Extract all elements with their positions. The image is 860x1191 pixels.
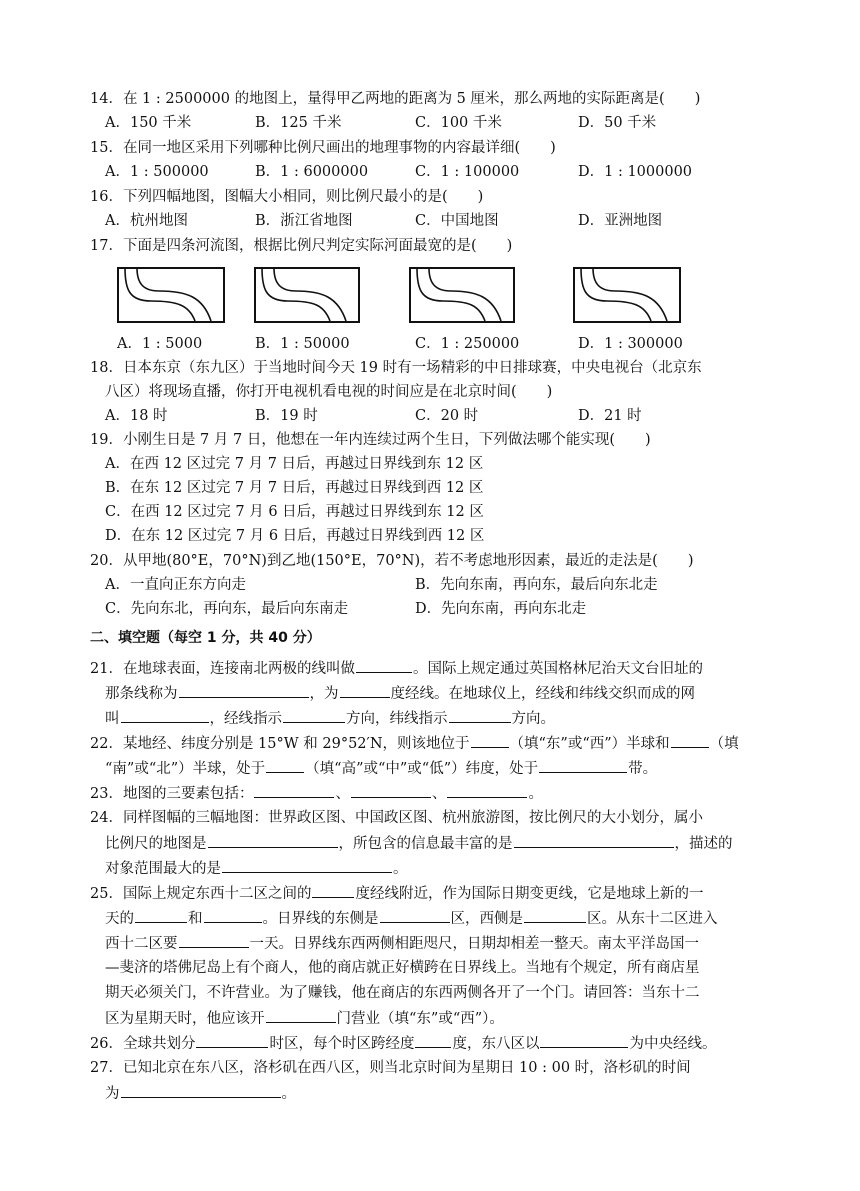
option-17a: A．1 : 5000 bbox=[117, 336, 203, 352]
question-25-line6: 区为星期天时，他应该开 门营业（填“东”或“西”）。 bbox=[105, 1007, 504, 1029]
question-22-line1: 22．某地经、纬度分别是 15°W 和 29°52′N，则该地位于 （填“东”或“西”）半球和 （填 bbox=[90, 732, 739, 754]
answer-blank[interactable] bbox=[312, 882, 354, 898]
question-25-line4: —斐济的塔佛尼岛上有个商人，他的商店就正好横跨在日界线上。当地有个规定，所有商店星 bbox=[105, 960, 700, 976]
answer-blank[interactable] bbox=[283, 707, 345, 723]
answer-blank[interactable] bbox=[204, 907, 262, 923]
option-20d: D．先向东南，再向东北走 bbox=[415, 601, 587, 617]
question-25-line2: 天的 和 。日界线的东侧是 区，西侧是 区。从东十二区进入 bbox=[105, 907, 718, 929]
answer-blank[interactable] bbox=[380, 907, 450, 923]
river-figure-d bbox=[573, 267, 681, 323]
answer-blank[interactable] bbox=[447, 782, 527, 798]
option-14b: B．125 千米 bbox=[255, 115, 342, 131]
question-25-line5: 期天必须关门，不许营业。为了赚钱，他在商店的东西两侧各开了一个门。请回答：当东十二 bbox=[105, 985, 700, 1001]
option-14a: A．150 千米 bbox=[105, 115, 192, 131]
answer-blank[interactable] bbox=[179, 682, 309, 698]
answer-blank[interactable] bbox=[471, 732, 509, 748]
answer-blank[interactable] bbox=[266, 757, 304, 773]
question-22-line2: “南”或“北”）半球，处于 （填“高”或“中”或“低”）纬度，处于 带。 bbox=[105, 757, 657, 779]
option-20c: C．先向东北，再向东，最后向东南走 bbox=[105, 601, 349, 617]
answer-blank[interactable] bbox=[539, 757, 627, 773]
answer-blank[interactable] bbox=[351, 782, 431, 798]
option-19d: D．在东 12 区过完 7 月 6 日后，再越过日界线到西 12 区 bbox=[105, 528, 485, 544]
question-17: 17．下面是四条河流图，根据比例尺判定实际河面最宽的是( ) bbox=[90, 238, 513, 254]
option-16a: A．杭州地图 bbox=[105, 213, 188, 229]
question-23: 23．地图的三要素包括： 、 、 。 bbox=[90, 782, 543, 804]
question-26: 26．全球共划分 时区，每个时区跨经度 度，东八区以 为中央经线。 bbox=[90, 1032, 716, 1054]
option-16b: B．浙江省地图 bbox=[255, 213, 353, 229]
answer-blank[interactable] bbox=[340, 682, 390, 698]
option-17b: B．1 : 50000 bbox=[255, 336, 350, 352]
answer-blank[interactable] bbox=[540, 1032, 628, 1048]
answer-blank[interactable] bbox=[179, 932, 249, 948]
option-19c: C．在西 12 区过完 7 月 6 日后，再越过日界线到东 12 区 bbox=[105, 504, 484, 520]
option-14d: D．50 千米 bbox=[578, 115, 657, 131]
answer-blank[interactable] bbox=[121, 1082, 281, 1098]
river-figure-b bbox=[254, 267, 360, 323]
option-18d: D．21 时 bbox=[578, 408, 642, 424]
question-14: 14．在 1 : 2500000 的地图上，量得甲乙两地的距离为 5 厘米，那么两地的实际距离是( ) bbox=[90, 91, 701, 107]
option-16d: D．亚洲地图 bbox=[578, 213, 663, 229]
answer-blank[interactable] bbox=[121, 707, 209, 723]
answer-blank[interactable] bbox=[135, 907, 187, 923]
question-25-line1: 25．国际上规定东西十二区之间的 度经线附近，作为国际日期变更线，它是地球上新的一 bbox=[90, 882, 703, 904]
question-27-line2: 为 。 bbox=[105, 1082, 296, 1104]
option-20b: B．先向东南，再向东，最后向东北走 bbox=[415, 577, 658, 593]
answer-blank[interactable] bbox=[196, 1032, 268, 1048]
answer-blank[interactable] bbox=[449, 707, 511, 723]
question-24-line2: 比例尺的地图是 ，所包含的信息最丰富的是 ，描述的 bbox=[105, 832, 733, 854]
option-17c: C．1 : 250000 bbox=[415, 336, 520, 352]
answer-blank[interactable] bbox=[208, 832, 338, 848]
answer-blank[interactable] bbox=[524, 907, 586, 923]
question-25-line3: 西十二区要 一天。日界线东西两侧相距咫尺，日期却相差一整天。南太平洋岛国一 bbox=[105, 932, 699, 954]
option-17d: D．1 : 300000 bbox=[578, 336, 683, 352]
option-16c: C．中国地图 bbox=[415, 213, 499, 229]
question-19: 19．小刚生日是 7 月 7 日，他想在一年内连续过两个生日，下列做法哪个能实现( ) bbox=[90, 432, 651, 448]
option-18b: B．19 时 bbox=[255, 408, 318, 424]
section-2-heading: 二、填空题（每空 1 分，共 40 分） bbox=[90, 630, 321, 646]
option-14c: C．100 千米 bbox=[415, 115, 502, 131]
question-24-line3: 对象范围最大的是 。 bbox=[105, 857, 408, 879]
question-15: 15．在同一地区采用下列哪种比例尺画出的地理事物的内容最详细( ) bbox=[90, 140, 556, 156]
answer-blank[interactable] bbox=[356, 657, 412, 673]
question-27-line1: 27．已知北京在东八区，洛杉矶在西八区，则当北京时间为星期日 10 : 00 时，洛杉矶的时间 bbox=[90, 1060, 691, 1076]
question-21-line2: 那条线称为 ，为 度经线。在地球仪上，经线和纬线交织而成的网 bbox=[105, 682, 695, 704]
answer-blank[interactable] bbox=[254, 782, 334, 798]
question-21-line3: 叫 ，经线指示 方向，纬线指示 方向。 bbox=[105, 707, 555, 729]
option-15d: D．1 : 1000000 bbox=[578, 164, 693, 180]
option-18a: A．18 时 bbox=[105, 408, 168, 424]
question-20: 20．从甲地(80°E，70°N)到乙地(150°E，70°N)，若不考虑地形因素，最近的走法是( ) bbox=[90, 553, 694, 569]
answer-blank[interactable] bbox=[222, 857, 392, 873]
question-21-line1: 21．在地球表面，连接南北两极的线叫做 。国际上规定通过英国格林尼治天文台旧址的 bbox=[90, 657, 703, 679]
answer-blank[interactable] bbox=[671, 732, 709, 748]
option-18c: C．20 时 bbox=[415, 408, 479, 424]
option-15c: C．1 : 100000 bbox=[415, 164, 520, 180]
question-24-line1: 24．同样图幅的三幅地图：世界政区图、中国政区图、杭州旅游图，按比例尺的大小划分，属小 bbox=[90, 810, 703, 826]
option-19a: A．在西 12 区过完 7 月 7 日后，再越过日界线到东 12 区 bbox=[105, 456, 484, 472]
answer-blank[interactable] bbox=[514, 832, 674, 848]
answer-blank[interactable] bbox=[266, 1007, 336, 1023]
option-20a: A．一直向正东方向走 bbox=[105, 577, 246, 593]
river-figure-c bbox=[409, 267, 515, 323]
option-15a: A．1 : 500000 bbox=[105, 164, 209, 180]
question-16: 16．下列四幅地图，图幅大小相同，则比例尺最小的是( ) bbox=[90, 189, 484, 205]
question-18-cont: 八区）将现场直播，你打开电视机看电视的时间应是在北京时间( ) bbox=[105, 384, 553, 400]
question-18: 18．日本东京（东九区）于当地时间今天 19 时有一场精彩的中日排球赛，中央电视台（北京东 bbox=[90, 360, 702, 376]
option-15b: B．1 : 6000000 bbox=[255, 164, 369, 180]
answer-blank[interactable] bbox=[415, 1032, 451, 1048]
river-figure-a bbox=[117, 267, 225, 323]
option-19b: B．在东 12 区过完 7 月 7 日后，再越过日界线到西 12 区 bbox=[105, 480, 484, 496]
